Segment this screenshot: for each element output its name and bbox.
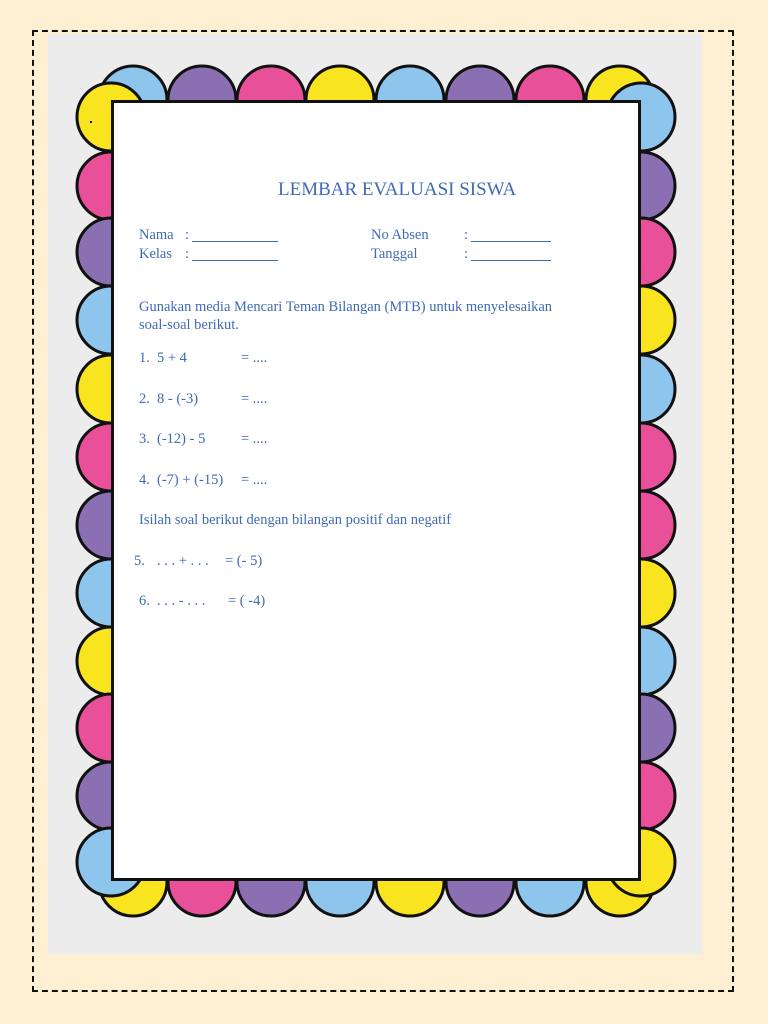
- question-answer: = ....: [241, 391, 268, 407]
- worksheet-sheet: [111, 100, 641, 881]
- instruction-1-line-1: Gunakan media Mencari Teman Bilangan (MTB) untuk menyelesaikan: [139, 299, 553, 315]
- nama-blank[interactable]: [192, 229, 278, 242]
- fill-question-expression: . . . - . . .: [157, 593, 206, 609]
- question-expression: 8 - (-3): [157, 391, 199, 407]
- instruction-2: Isilah soal berikut dengan bilangan positif dan negatif: [139, 512, 452, 528]
- fill-question-answer: = (- 5): [225, 553, 263, 569]
- question-expression: 5 + 4: [157, 350, 187, 366]
- nama-sep: :: [185, 227, 190, 243]
- tanggal-blank[interactable]: [471, 248, 551, 261]
- no-absen-blank[interactable]: [471, 229, 551, 242]
- question-expression: (-12) - 5: [157, 431, 206, 447]
- instruction-1-line-2: soal-soal berikut.: [139, 317, 239, 333]
- tanggal-label: Tanggal: [371, 246, 418, 262]
- question-expression: (-7) + (-15): [157, 472, 224, 488]
- no-absen-label: No Absen: [371, 227, 429, 243]
- fill-question-answer: = ( -4): [228, 593, 266, 609]
- question-number: 4.: [139, 472, 150, 488]
- question-answer: = ....: [241, 350, 268, 366]
- kelas-label: Kelas: [139, 246, 173, 262]
- question-answer: = ....: [241, 472, 268, 488]
- kelas-sep: :: [185, 246, 190, 262]
- fill-question-expression: . . . + . . .: [157, 553, 209, 569]
- no-absen-sep: :: [464, 227, 469, 243]
- fill-question-number: 5.: [134, 553, 145, 569]
- kelas-blank[interactable]: [192, 248, 278, 261]
- question-number: 2.: [139, 391, 150, 407]
- fill-question-number: 6.: [139, 593, 150, 609]
- nama-label: Nama: [139, 227, 174, 243]
- question-number: 1.: [139, 350, 150, 366]
- question-answer: = ....: [241, 431, 268, 447]
- page-title: LEMBAR EVALUASI SISWA: [278, 179, 517, 200]
- stray-dot: [90, 121, 92, 123]
- question-number: 3.: [139, 431, 150, 447]
- tanggal-sep: :: [464, 246, 469, 262]
